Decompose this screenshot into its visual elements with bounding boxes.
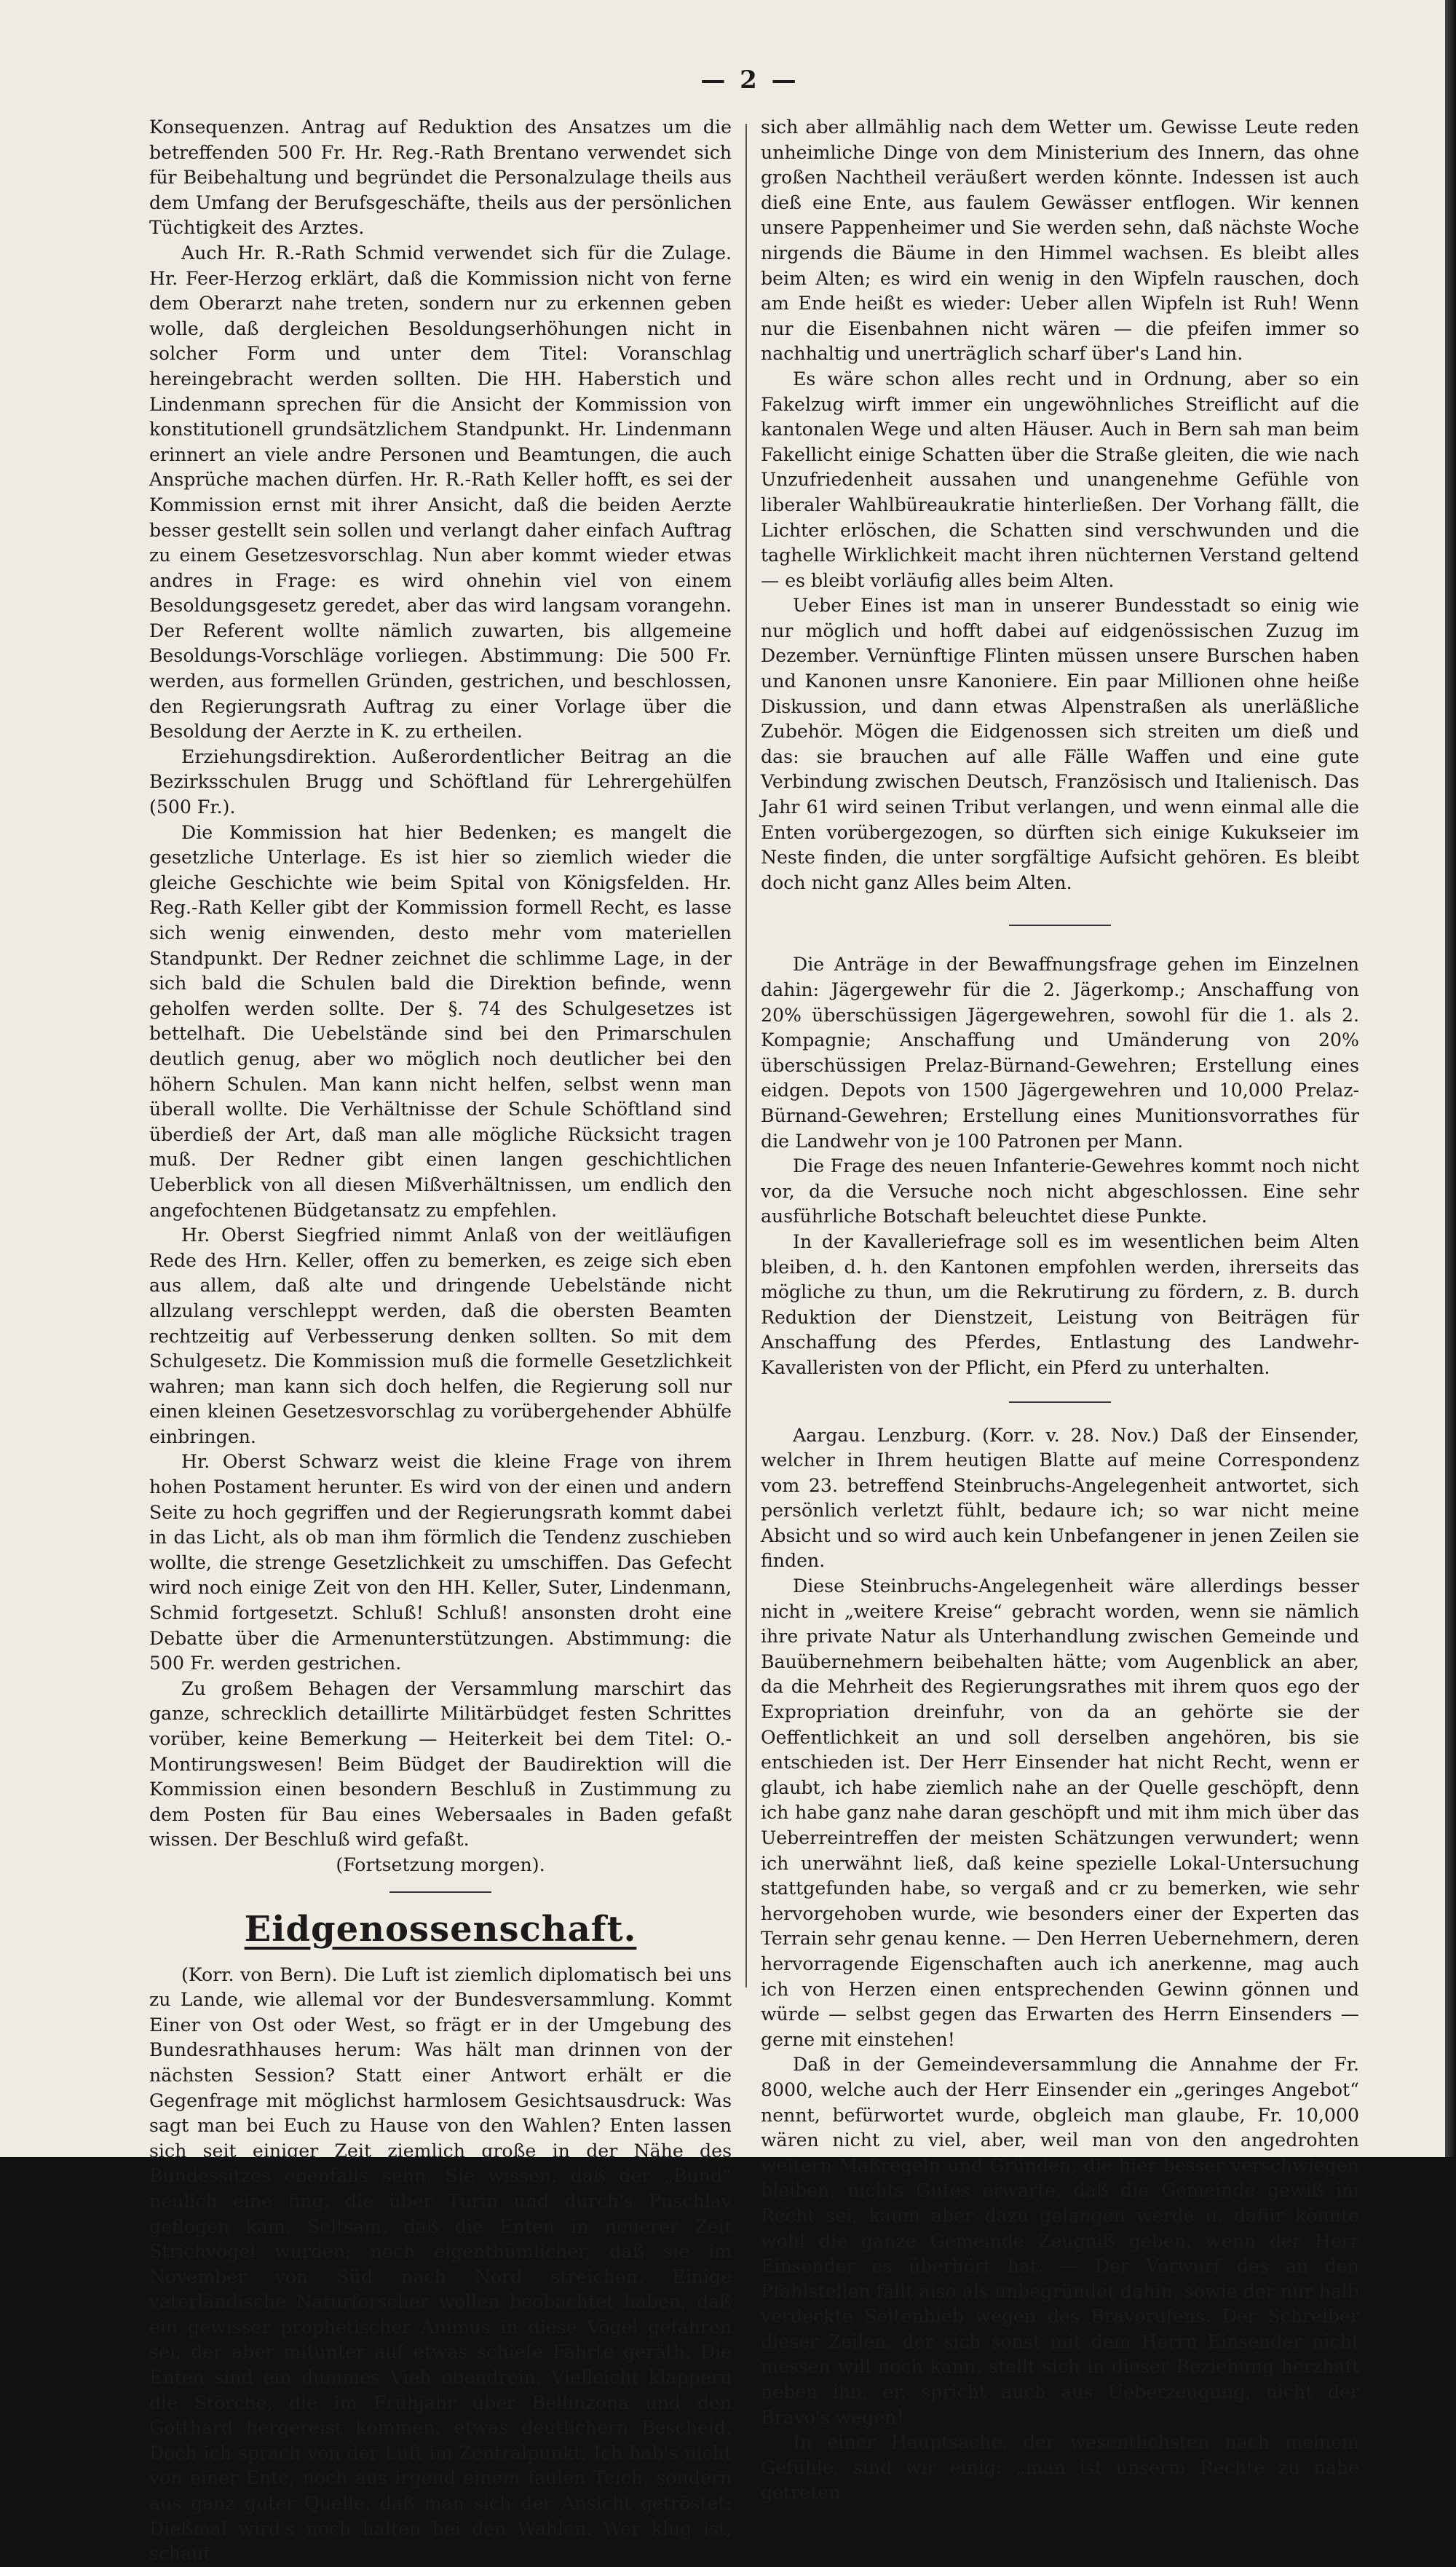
column-rule — [745, 124, 747, 1987]
article-paragraph: Die Frage des neuen Infanterie-Gewehres kommt noch nicht vor, da die Versuche noch nicht abgeschlossen. Eine sehr ausführliche Botschaft beleuchtet diese Punkte. — [761, 1155, 1359, 1227]
section-title: Eidgenossenschaft. — [244, 1908, 637, 1950]
article-paragraph: sich aber allmählig nach dem Wetter um. Gewisse Leute reden unheimliche Dinge von dem Ministerium des Innern, das ohne großen Nachtheil veräußert werden könnte. Indessen ist auch dieß eine Ente, aus faulem Gewässer entflogen. Wir kennen unsere Pappenheimer und Sie werden sehn, daß nächste Woche nirgends die Bäume in den Himmel wachsen. Es bleibt alles beim Alten; es wird ein wenig in den Wipfeln rauschen, doch am Ende heißt es wieder: Ueber allen Wipfeln ist Ruh! Wenn nur die Eisenbahnen nicht wären — die pfeifen immer so nachhaltig und unerträglich scharf über's Land hin. — [761, 116, 1359, 365]
divider — [1009, 1401, 1111, 1403]
article-paragraph: In einer Hauptsache, der wesentlichsten nach meinem Gefühle, sind wir einig: „man ist unserm Rechte zu nahe getreten — [761, 2432, 1359, 2504]
article-paragraph: Auch Hr. R.-Rath Schmid verwendet sich für die Zulage. Hr. Feer-Herzog erklärt, daß die Kommission nicht von ferne dem Oberarzt nahe treten, sondern nur zu erkennen geben wolle, daß dergleichen Besoldungserhöhungen nicht in solcher Form und unter dem Titel: Voranschlag hereingebracht werden sollten. Die HH. Haberstich und Lindenmann sprechen für die Ansicht der Kommission von konstitutionell grundsätzlichem Standpunkt. Hr. Lindenmann erinnert an viele andre Personen und Beamtungen, die auch Ansprüche machen dürfen. Hr. R.-Rath Keller hofft, es sei der Kommission ernst mit ihrer Ansicht, daß die beiden Aerzte besser gestellt sein sollen und verlangt daher einfach Auftrag zu einem Gesetzesvorschlag. Nun aber kommt wieder etwas andres in Frage: es wird ohnehin viel von einem Besoldungsgesetz geredet, aber das wird langsam vorangehn. Der Referent wollte nämlich zuwarten, bis allgemeine Besoldungs-Vorschläge vorliegen. Abstimmung: Die 500 Fr. werden, aus formellen Gründen, gestrichen, und beschlossen, den Regierungsrath Auftrag zu einer Vorlage über die Besoldung der Aerzte in K. zu ertheilen. — [149, 242, 732, 743]
article-paragraph: Ueber Eines ist man in unserer Bundesstadt so einig wie nur möglich und hofft dabei auf eidgenössischen Zuzug im Dezember. Vernünftige Flinten müssen unsere Burschen haben und Kanonen unsre Kanoniere. Ein paar Millionen ohne heiße Diskussion, und dann etwas Alpenstraßen als unerläßliche Zubehör. Mögen die Eidgenossen sich streiten um dieß und das: sie brauchen auf alle Fälle Waffen und eine gute Verbindung zwischen Deutsch, Französisch und Italienisch. Das Jahr 61 wird seinen Tribut verlangen, und wenn einmal alle die Enten vorübergezogen, so dürften sich einige Kukukseier im Neste finden, die unter sorgfältige Aufsicht gehören. Es bleibt doch nicht ganz Alles beim Alten. — [761, 595, 1359, 893]
divider — [1009, 925, 1111, 926]
article-paragraph: Hr. Oberst Schwarz weist die kleine Frage von ihrem hohen Postament herunter. Es wird von der einen und andern Seite zu hoch gegriffen und der Regierungsrath kommt dabei in das Licht, als ob man ihm förmlich die Tendenz zuschieben wollte, die strenge Gesetzlichkeit zu umschiffen. Das Gefecht wird noch einige Zeit von den HH. Keller, Suter, Lindenmann, Schmid fortgesetzt. Schluß! Schluß! ansonsten droht eine Debatte über die Armenunterstützungen. Abstimmung: die 500 Fr. werden gestrichen. — [149, 1451, 732, 1674]
right-column — [761, 115, 1359, 2506]
left-column — [149, 115, 732, 2567]
article-paragraph: Es wäre schon alles recht und in Ordnung, aber so ein Fakelzug wirft immer ein ungewöhnliches Streiflicht auf die kantonalen Wege und alten Häuser. Auch in Bern sah man beim Fakellicht einige Schatten über die Straße gleiten, die wie nach Unzufriedenheit aussahen und unangenehme Gefühle von liberaler Wahlbüreaukratie hinterließen. Der Vorhang fällt, die Lichter erlöschen, die Schatten sind verschwunden und die taghelle Wirklichkeit macht ihren nüchternen Verstand geltend — es bleibt vorläufig alles beim Alten. — [761, 368, 1359, 591]
divider — [389, 1891, 491, 1893]
article-paragraph: Diese Steinbruchs-Angelegenheit wäre allerdings besser nicht in „weitere Kreise“ gebracht worden, wenn sie nämlich ihre private Natur als Unterhandlung zwischen Gemeinde und Bauübernehmern beibehalten hätte; vom Augenblick an aber, da die Mehrheit des Regierungsrathes mit ihrem quos ego der Expropriation dreinfuhr, von da an gehörte sie der Oeffentlichkeit an und soll derselben angehören, bis sie entschieden ist. Der Herr Einsender hat nicht Recht, wenn er glaubt, ich habe ziemlich nahe an der Quelle geschöpft, denn ich habe ganz nahe daran geschöpft und mit ihm mich über das Ueberreintreffen der meisten Schätzungen verwundert; wenn ich unerwähnt ließ, daß keine spezielle Lokal-Untersuchung stattgefunden habe, so vergaß and cr zu bemerken, wie sehr hervorgehoben wurde, wie besonders einer der Experten das Terrain sehr genau kenne. — Den Herren Uebernehmern, deren hervorragende Eigenschaften auch ich anerkenne, mag auch ich von Herzen einen entsprechenden Gewinn gönnen und würde — selbst gegen das Erwarten des Herrn Einsenders — gerne mit einstehen! — [761, 1575, 1359, 2050]
page-number: — 2 — — [700, 66, 799, 95]
article-paragraph: Die Kommission hat hier Bedenken; es mangelt die gesetzliche Unterlage. Es ist hier so ziemlich wieder die gleiche Geschichte wie beim Spital von Königsfelden. Hr. Reg.-Rath Keller gibt der Kommission formell Recht, es lasse sich wenig einwenden, desto mehr vom materiellen Standpunkt. Der Redner zeichnet die schlimme Lage, in der sich bald die Schulen bald die Direktion befinde, wenn geholfen werden sollte. Der §. 74 des Schulgesetzes ist bettelhaft. Die Uebelstände sind bei den Primarschulen deutlich genug, aber wo möglich noch deutlicher bei den höhern Schulen. Man kann nicht helfen, selbst wenn man überall wollte. Die Verhältnisse der Schule Schöftland sind überdieß der Art, daß man alle mögliche Rücksicht tragen muß. Der Redner gibt einen langen geschichtlichen Ueberblick von all diesen Mißverhältnissen, um endlich den angefochtenen Büdgetansatz zu empfehlen. — [149, 821, 732, 1221]
article-paragraph: Konsequenzen. Antrag auf Reduktion des Ansatzes um die betreffenden 500 Fr. Hr. Reg.-Rath Brentano verwendet sich für Beibehaltung und begründet die Personalzulage theils aus dem Umfang der Berufsgeschäfte, theils aus der persönlichen Tüchtigkeit des Arztes. — [149, 116, 732, 239]
article-paragraph: (Korr. von Bern). Die Luft ist ziemlich diplomatisch bei uns zu Lande, wie allemal vor der Bundesversammlung. Kommt Einer von Ost oder West, so frägt er in der Umgebung des Bundesrathhauses herum: Was hält man drinnen von der nächsten Session? Statt einer Antwort erhält er die Gegenfrage mit möglichst harmlosem Gesichtsausdruck: Was sagt man bei Euch zu Hause von den Wahlen? Enten lassen sich seit einiger Zeit ziemlich große in der Nähe des Bundessitzes ebenfalls sehn. Sie wissen, daß der „Bund“ neulich eine fing, die über Turin und durch's Puschlav geflogen kam. Seltsam, daß die Enten in neuerer Zeit Strichvögel wurden; noch eigenthümlicher, daß sie im November von Süd nach Nord streichen. Einige vaterländische Naturforscher wollen beobachtet haben, daß ein gewisser prophetischer Animus in diese Vögel gefahren sei, der aber mitunter auf etwas schiefe Fährte geräth. Die Enten sind ein dummes Vieh obendrein. Vielleicht klappern die Störche, die im Frühjahr über Bellinzona und den Gotthard hergereist kommen, etwas deutlichern Bescheid. Doch ich sprach von der Luft im Zentralpunkt. Ich hab's nicht von einer Ente, noch aus irgend einem faulen Teich, sondern aus ganz guter Quelle, daß man sich der Ansicht getröstet: Dießmal wird's noch halten bei den Wahlen. Wer klug ist, schaut — [149, 1963, 732, 2565]
article-paragraph: Daß in der Gemeindeversammlung die Annahme der Fr. 8000, welche auch der Herr Einsender ein „geringes Angebot“ nennt, befürwortet wurde, obgleich man glaube, Fr. 10,000 wären nicht zu viel, aber, weil man von den angedrohten weitern Maßregeln und Gründen, die hier besser verschwiegen bleiben, nichts Gutes erwarte, daß die Gemeinde gewiß im Recht sei, kaum aber dazu gelangen werde u. dafür könnte wohl die ganze Gemeinde Zeugniß geben, wenn der Herr Einsender es überhört hat. — Der Vorwurf des an den Pfahlstellen fällt also als unbegründet dahin, sowie der nur halb verdeckte Seitenhieb wegen des Bravorufens. Der Schreiber dieser Zeilen, der sich sonst mit dem Herrn Einsender nicht messen will noch kann, stellt sich in dieser Beziehung herzhaft neben ihn, er, spricht auch aus Ueberzeugung, nicht der Bravo's wegen! — [761, 2054, 1359, 2428]
article-paragraph: Die Anträge in der Bewaffnungsfrage gehen im Einzelnen dahin: Jägergewehr für die 2. Jägerkomp.; Anschaffung von 20% überschüssigen Jägergewehren, sowohl für die 1. als 2. Kompagnie; Anschaffung und Umänderung von 20% überschüssigen Prelaz-Bürnand-Gewehren; Erstellung eines eidgen. Depots von 1500 Jägergewehren und 10,000 Prelaz-Bürnand-Gewehren; Erstellung eines Munitionsvorrathes für die Landwehr von je 100 Patronen per Mann. — [761, 954, 1359, 1152]
scan-edge — [1445, 0, 1456, 2157]
continuation-note: (Fortsetzung morgen). — [336, 1854, 545, 1875]
article-paragraph: Erziehungsdirektion. Außerordentlicher Beitrag an die Bezirksschulen Brugg und Schöftland für Lehrergehülfen (500 Fr.). — [149, 745, 732, 818]
article-paragraph: In der Kavalleriefrage soll es im wesentlichen beim Alten bleiben, d. h. den Kantonen empfohlen werden, ihrerseits das mögliche zu thun, um die Rekrutirung zu fördern, z. B. durch Reduktion der Dienstzeit, Leistung von Beiträgen für Anschaffung des Pferdes, Entlastung des Landwehr-Kavalleristen von der Pflicht, ein Pferd zu unterhalten. — [761, 1230, 1359, 1378]
article-paragraph: Aargau. Lenzburg. (Korr. v. 28. Nov.) Daß der Einsender, welcher in Ihrem heutigen Blatte auf meine Correspondenz vom 23. betreffend Steinbruchs-Angelegenheit antwortet, sich persönlich verletzt fühlt, bedaure ich; so war nicht meine Absicht und so wird auch kein Unbefangener in jenen Zeilen sie finden. — [761, 1424, 1359, 1572]
article-paragraph: Hr. Oberst Siegfried nimmt Anlaß von der weitläufigen Rede des Hrn. Keller, offen zu bemerken, es zeige sich eben aus allem, daß alte und dringende Uebelstände nicht allzulang verschleppt werden, daß die obersten Beamten rechtzeitig auf Verbesserung denken sollten. So mit dem Schulgesetz. Die Kommission muß die formelle Gesetzlichkeit wahren; man kann sich doch helfen, die Regierung soll nur einen kleinen Gesetzesvorschlag zu vorübergehender Abhülfe einbringen. — [149, 1225, 732, 1447]
article-paragraph: Zu großem Behagen der Versammlung marschirt das ganze, schrecklich detaillirte Militärbüdget festen Schrittes vorüber, keine Bemerkung — Heiterkeit bei dem Titel: O.-Montirungswesen! Beim Büdget der Baudirektion will die Kommission einen besondern Beschluß in Zustimmung zu dem Posten für Bau eines Webersaales in Baden gefaßt wissen. Der Beschluß wird gefaßt. — [149, 1677, 732, 1851]
